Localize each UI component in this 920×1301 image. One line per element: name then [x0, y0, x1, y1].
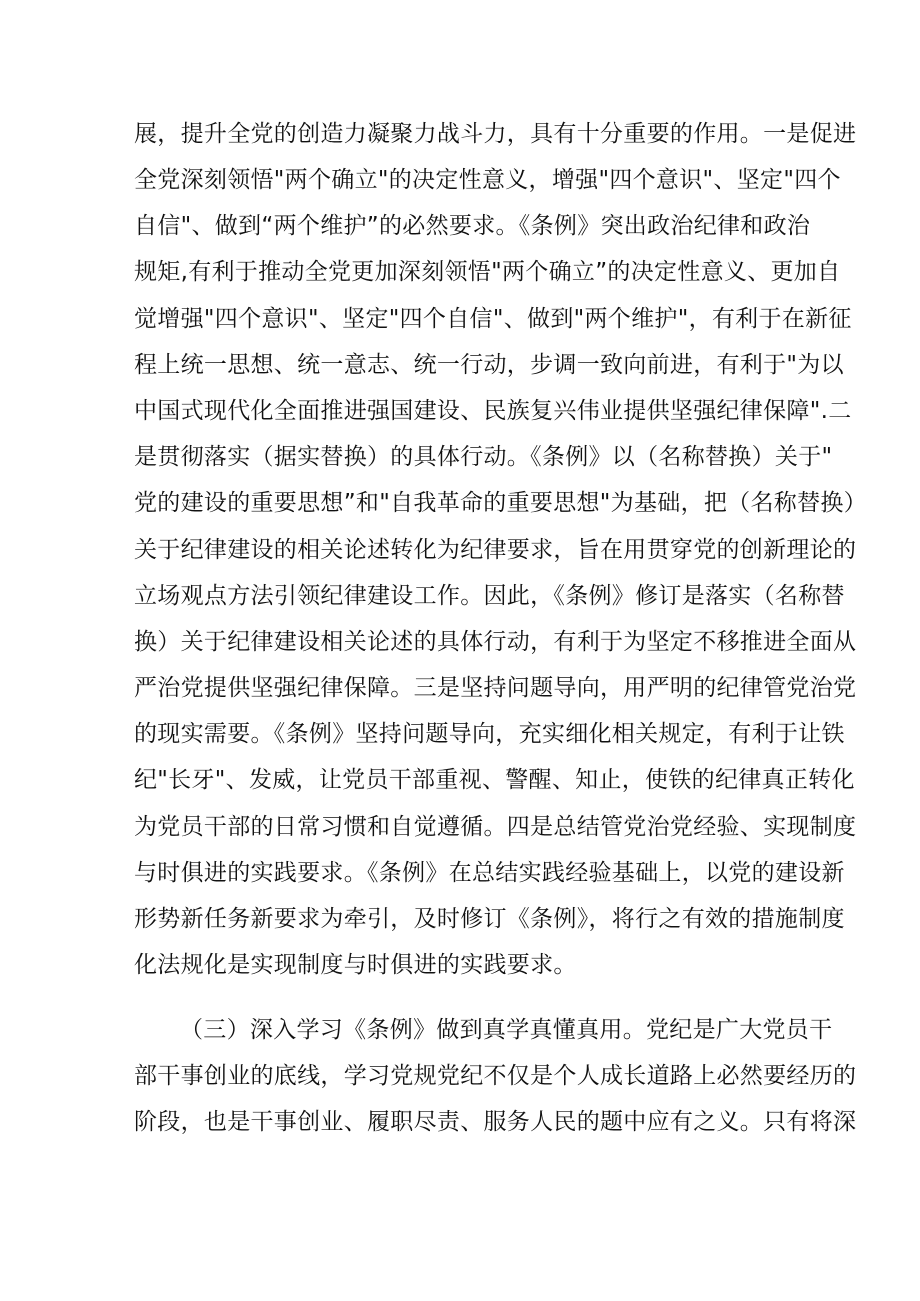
text-line: 程上统一思想、统一意志、统一行动，步调一致向前进，有利于"为以: [134, 352, 844, 378]
text-line: 的现实需要。《条例》坚持问题导向，充实细化相关规定，有利于让铁: [134, 721, 845, 747]
text-line: 党的建设的重要思想”和"自我革命的重要思想"为基础，把（名称替换）: [134, 490, 867, 516]
text-line: （三）深入学习《条例》做到真学真懂真用。党纪是广大党员干: [180, 1017, 833, 1043]
text-line: 阶段，也是干事创业、履职尽责、服务人民的题中应有之义。只有将深: [134, 1109, 857, 1135]
text-line: 严治党提供坚强纪律保障。三是坚持问题导向，用严明的纪律管党治党: [134, 675, 857, 701]
text-line: 是贯彻落实（据实替换）的具体行动。《条例》以（名称替换）关于": [134, 444, 833, 470]
text-line: 展，提升全党的创造力凝聚力战斗力，具有十分重要的作用。一是促进: [134, 121, 857, 147]
text-line: 中国式现代化全面推进强国建设、民族复兴伟业提供坚强纪律保障".二: [134, 398, 852, 424]
text-line: 全党深刻领悟"两个确立"的决定性意义，增强"四个意识"、坚定"四个: [134, 167, 841, 193]
text-line: 换）关于纪律建设相关论述的具体行动，有利于为坚定不移推进全面从: [134, 629, 857, 655]
text-line: 部干事创业的底线，学习党规党纪不仅是个人成长道路上必然要经历的: [134, 1063, 857, 1089]
text-line: 纪"长牙"、发威，让党员干部重视、警醒、知止，使铁的纪律真正转化: [134, 767, 855, 793]
text-line: 关于纪律建设的相关论述转化为纪律要求，旨在用贯穿党的创新理论的: [134, 537, 857, 563]
text-line: 自信"、做到“两个维护”的必然要求。《条例》突出政治纪律和政治: [134, 213, 811, 239]
text-line: 为党员干部的日常习惯和自觉遵循。四是总结管党治党经验、实现制度: [134, 814, 857, 840]
text-line: 与时俱进的实践要求。《条例》在总结实践经验基础上，以党的建设新: [134, 860, 845, 886]
text-line: 立场观点方法引领纪律建设工作。因此，《条例》修订是落实（名称替: [134, 583, 845, 609]
text-line: 觉增强"四个意识"、坚定"四个自信"、做到"两个维护"，有利于在新征: [134, 306, 852, 332]
text-line: 规矩,有利于推动全党更加深刻领悟"两个确立”的决定性意义、更加自: [134, 259, 841, 285]
text-line: 化法规化是实现制度与时俱进的实践要求。: [134, 952, 577, 978]
text-line: 形势新任务新要求为牵引，及时修订《条例》，将行之有效的措施制度: [134, 906, 845, 932]
